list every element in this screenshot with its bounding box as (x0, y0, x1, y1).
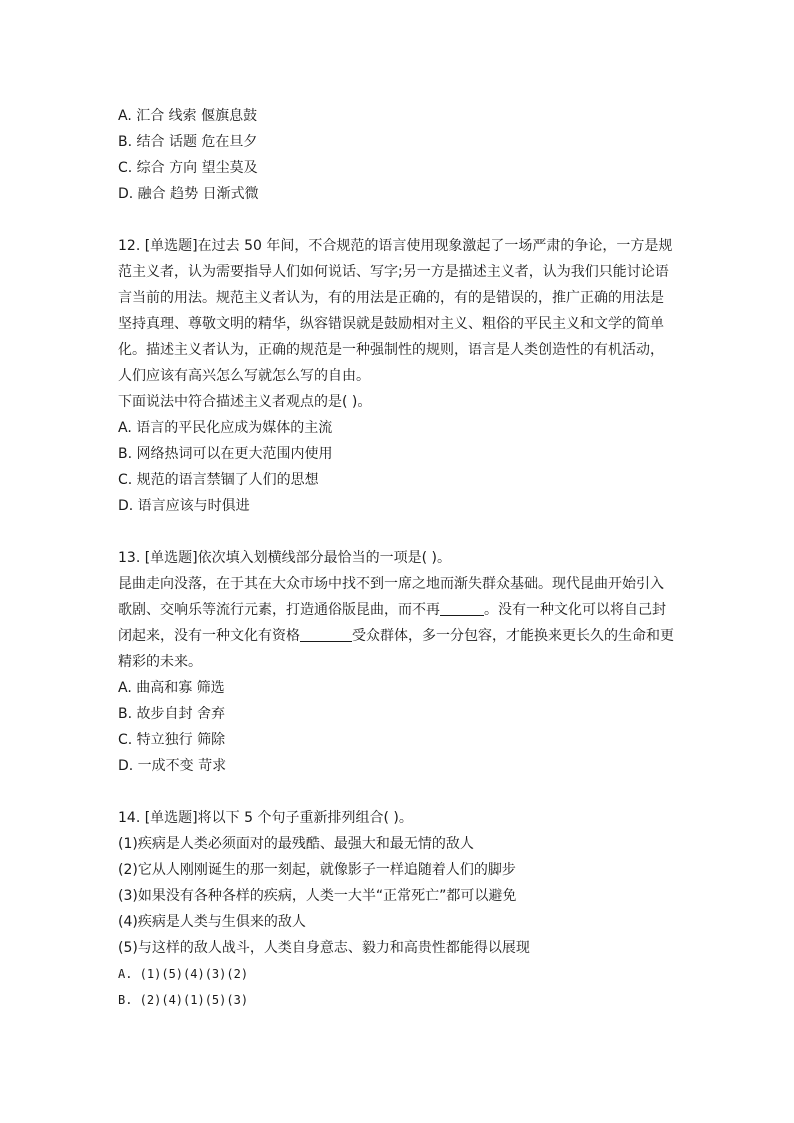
passage-text: 。没有一种文化可以将自己封 (484, 602, 666, 618)
option-c: C. 规范的语言禁锢了人们的思想 (118, 472, 319, 488)
passage-text: 受众群体，多一分包容，才能换来更长久的生命和更 (352, 628, 674, 644)
option-a: A. 语言的平民化应成为媒体的主流 (118, 420, 333, 436)
sentence-item: (1)疾病是人类必须面对的最残酷、最强大和最无情的敌人 (118, 836, 474, 852)
question-13 (118, 545, 678, 779)
fill-in-blank (440, 601, 484, 616)
fill-in-blank (300, 627, 352, 642)
question-12 (118, 233, 678, 519)
question-prompt: 下面说法中符合描述主义者观点的是( )。 (118, 394, 372, 410)
question-content (118, 103, 678, 1013)
passage-line (118, 623, 678, 649)
option-c: C. 特立独行 筛除 (118, 732, 226, 748)
passage-line: 坚持真理、尊敬文明的精华，纵容错误就是鼓励相对主义、粗俗的平民主义和文学的简单 (118, 316, 664, 332)
option-d: D. 一成不变 苛求 (118, 758, 227, 774)
option-a: A. 汇合 线索 偃旗息鼓 (118, 108, 258, 124)
passage-line: 言当前的用法。规范主义者认为，有的用法是正确的，有的是错误的，推广正确的用法是 (118, 290, 664, 306)
sentence-item: (4)疾病是人类与生俱来的敌人 (118, 914, 306, 930)
passage-text: 闭起来，没有一种文化有资格 (118, 628, 300, 644)
passage-line (118, 597, 678, 623)
option-a: A. 曲高和寡 筛选 (118, 680, 225, 696)
option-d: D. 语言应该与时俱进 (118, 498, 250, 514)
sentence-item: (3)如果没有各种各样的疾病，人类一大半“正常死亡”都可以避免 (118, 888, 517, 904)
option-b: B. 故步自封 舍弃 (118, 706, 225, 722)
passage-line: 精彩的未来。 (118, 654, 202, 670)
sentence-item: (2)它从人刚刚诞生的那一刻起，就像影子一样追随着人们的脚步 (118, 862, 516, 878)
option-a: A. (1)(5)(4)(3)(2) (118, 967, 249, 981)
option-d: D. 融合 趋势 日渐式微 (118, 186, 259, 202)
question-header: 14. [单选题]将以下 5 个句子重新排列组合( )。 (118, 810, 413, 826)
passage-line: 范主义者，认为需要指导人们如何说话、写字;另一方是描述主义者，认为我们只能讨论语 (118, 264, 669, 280)
option-b: B. 网络热词可以在更大范围内使用 (118, 446, 333, 462)
passage-line: 化。描述主义者认为，正确的规范是一种强制性的规则，语言是人类创造性的有机活动， (118, 342, 664, 358)
question-header: 12. [单选题]在过去 50 年间，不合规范的语言使用现象激起了一场严肃的争论，一方是规 (118, 238, 673, 254)
sentence-item: (5)与这样的敌人战斗，人类自身意志、毅力和高贵性都能得以展现 (118, 940, 530, 956)
passage-text: 歌剧、交响乐等流行元素，打造通俗版昆曲，而不再 (118, 602, 440, 618)
question-14 (118, 805, 678, 1013)
previous-question-options (118, 103, 678, 207)
option-c: C. 综合 方向 望尘莫及 (118, 160, 258, 176)
option-b: B. 结合 话题 危在旦夕 (118, 134, 258, 150)
passage-line: 昆曲走向没落，在于其在大众市场中找不到一席之地而渐失群众基础。现代昆曲开始引入 (118, 576, 664, 592)
question-header: 13. [单选题]依次填入划横线部分最恰当的一项是( )。 (118, 550, 452, 566)
option-b: B. (2)(4)(1)(5)(3) (118, 993, 249, 1007)
passage-line: 人们应该有高兴怎么写就怎么写的自由。 (118, 368, 370, 384)
